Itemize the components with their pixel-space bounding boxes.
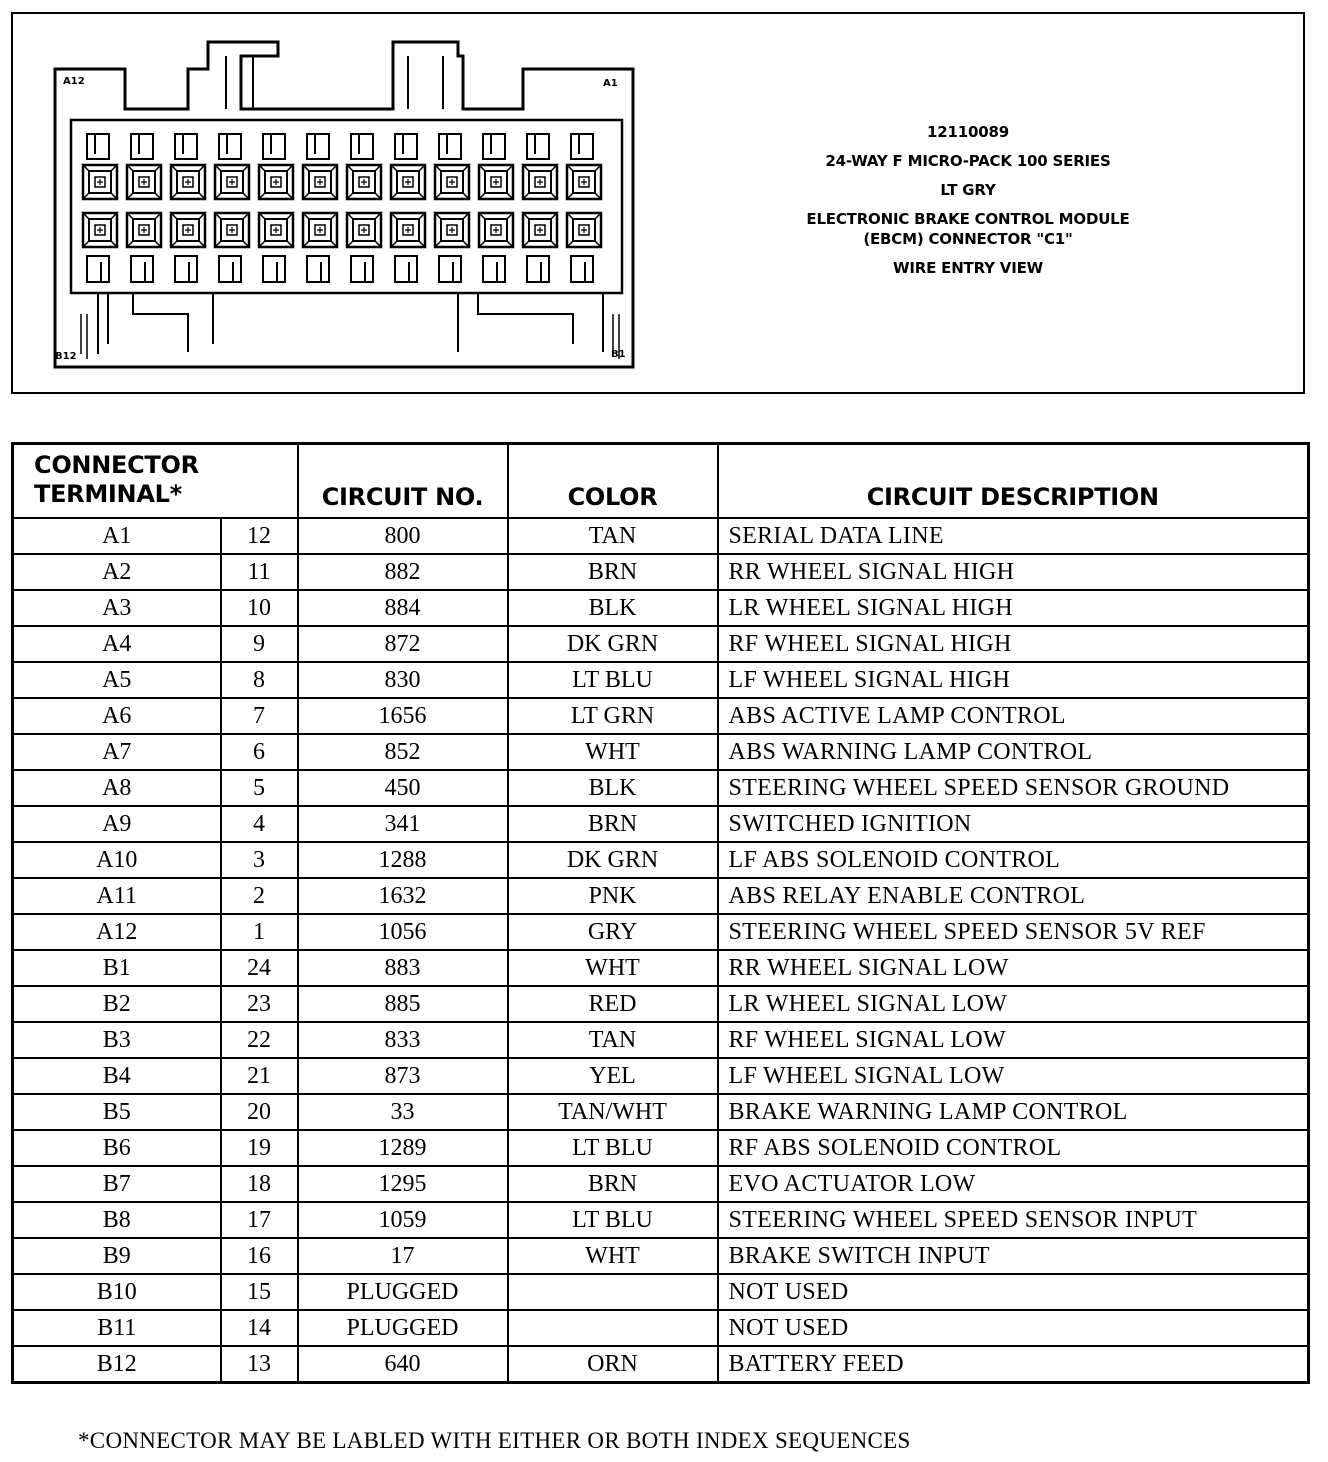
index-cell: 20 <box>221 1094 298 1130</box>
terminal-cell: A8 <box>13 770 221 806</box>
cavity-latch-top <box>527 134 549 159</box>
pin-cavity-row-b <box>259 213 293 247</box>
table-row <box>13 626 1309 662</box>
cavity-latch-bottom <box>307 256 329 282</box>
table-header-row <box>13 444 1309 519</box>
terminal-cell: B8 <box>13 1202 221 1238</box>
pin-cavity-row-b <box>303 213 337 247</box>
connector-series: 24-WAY F MICRO-PACK 100 SERIES <box>825 152 1111 170</box>
cavity-latch-top <box>219 134 241 159</box>
circuit-cell: 883 <box>298 950 508 986</box>
description-cell: BRAKE WARNING LAMP CONTROL <box>718 1094 1309 1130</box>
header-connector-terminal: CONNECTOR TERMINAL* <box>13 444 298 519</box>
module-name-line2: (EBCM) CONNECTOR "C1" <box>863 230 1073 248</box>
index-cell: 9 <box>221 626 298 662</box>
color-cell: DK GRN <box>508 842 718 878</box>
description-cell: RF WHEEL SIGNAL HIGH <box>718 626 1309 662</box>
description-cell: ABS WARNING LAMP CONTROL <box>718 734 1309 770</box>
cavity-latch-bottom <box>263 256 285 282</box>
circuit-cell: 1289 <box>298 1130 508 1166</box>
terminal-cell: B4 <box>13 1058 221 1094</box>
cavity-latch-bottom <box>219 256 241 282</box>
description-cell: SWITCHED IGNITION <box>718 806 1309 842</box>
cavity-latch-top <box>175 134 197 159</box>
color-cell: BRN <box>508 554 718 590</box>
label-a1: A1 <box>603 78 618 89</box>
index-cell: 17 <box>221 1202 298 1238</box>
circuit-cell: 884 <box>298 590 508 626</box>
pin-cavity-row-b <box>215 213 249 247</box>
color-cell: TAN/WHT <box>508 1094 718 1130</box>
description-cell: ABS RELAY ENABLE CONTROL <box>718 878 1309 914</box>
description-cell: RF ABS SOLENOID CONTROL <box>718 1130 1309 1166</box>
color-cell: LT BLU <box>508 662 718 698</box>
footnote: *CONNECTOR MAY BE LABLED WITH EITHER OR BOTH INDEX SEQUENCES <box>78 1428 911 1453</box>
table-row <box>13 1310 1309 1346</box>
cavity-latch-top <box>351 134 373 159</box>
view-label: WIRE ENTRY VIEW <box>893 259 1043 277</box>
description-cell: LR WHEEL SIGNAL LOW <box>718 986 1309 1022</box>
pin-cavity-row-b <box>347 213 381 247</box>
circuit-cell: 800 <box>298 518 508 554</box>
cavity-latch-top <box>307 134 329 159</box>
table-row <box>13 734 1309 770</box>
description-cell: NOT USED <box>718 1274 1309 1310</box>
description-cell: BRAKE SWITCH INPUT <box>718 1238 1309 1274</box>
description-cell: RR WHEEL SIGNAL HIGH <box>718 554 1309 590</box>
color-cell: TAN <box>508 518 718 554</box>
description-cell: BATTERY FEED <box>718 1346 1309 1383</box>
connector-diagram-panel <box>11 12 1305 394</box>
description-cell: RR WHEEL SIGNAL LOW <box>718 950 1309 986</box>
terminal-cell: A4 <box>13 626 221 662</box>
circuit-cell: 1295 <box>298 1166 508 1202</box>
description-cell: LF WHEEL SIGNAL HIGH <box>718 662 1309 698</box>
table-row <box>13 1274 1309 1310</box>
color-cell: BRN <box>508 1166 718 1202</box>
cavity-latch-top <box>483 134 505 159</box>
circuit-cell: PLUGGED <box>298 1310 508 1346</box>
index-cell: 15 <box>221 1274 298 1310</box>
circuit-cell: PLUGGED <box>298 1274 508 1310</box>
circuit-cell: 1656 <box>298 698 508 734</box>
terminal-cell: B6 <box>13 1130 221 1166</box>
pin-cavity-row-a <box>479 165 513 199</box>
label-a12: A12 <box>63 76 85 87</box>
table-row <box>13 1346 1309 1383</box>
terminal-cell: B1 <box>13 950 221 986</box>
terminal-cell: A11 <box>13 878 221 914</box>
pin-cavity-row-a <box>435 165 469 199</box>
circuit-cell: 852 <box>298 734 508 770</box>
color-cell: RED <box>508 986 718 1022</box>
description-cell: STEERING WHEEL SPEED SENSOR 5V REF <box>718 914 1309 950</box>
terminal-cell: B11 <box>13 1310 221 1346</box>
table-row <box>13 698 1309 734</box>
index-cell: 21 <box>221 1058 298 1094</box>
color-cell: WHT <box>508 950 718 986</box>
cavity-latch-bottom <box>571 256 593 282</box>
index-cell: 10 <box>221 590 298 626</box>
cavity-latch-top <box>395 134 417 159</box>
index-cell: 24 <box>221 950 298 986</box>
pin-cavity-row-b <box>523 213 557 247</box>
circuit-cell: 1632 <box>298 878 508 914</box>
terminal-cell: B5 <box>13 1094 221 1130</box>
pin-cavity-row-a <box>303 165 337 199</box>
color-cell: GRY <box>508 914 718 950</box>
color-cell: WHT <box>508 1238 718 1274</box>
pin-cavity-row-b <box>435 213 469 247</box>
color-cell <box>508 1310 718 1346</box>
table-row <box>13 1022 1309 1058</box>
index-cell: 22 <box>221 1022 298 1058</box>
color-cell: BLK <box>508 770 718 806</box>
circuit-cell: 885 <box>298 986 508 1022</box>
label-b1: B1 <box>611 349 626 360</box>
index-cell: 19 <box>221 1130 298 1166</box>
table-row <box>13 1166 1309 1202</box>
terminal-cell: B2 <box>13 986 221 1022</box>
connector-face-drawing <box>13 14 653 394</box>
pin-cavity-row-a <box>127 165 161 199</box>
pin-cavity-row-a <box>259 165 293 199</box>
pin-cavity-row-a <box>215 165 249 199</box>
pin-cavity-row-a <box>171 165 205 199</box>
circuit-cell: 833 <box>298 1022 508 1058</box>
table-row <box>13 1238 1309 1274</box>
circuit-cell: 33 <box>298 1094 508 1130</box>
terminal-cell: B12 <box>13 1346 221 1383</box>
table-row <box>13 806 1309 842</box>
description-cell: STEERING WHEEL SPEED SENSOR GROUND <box>718 770 1309 806</box>
cavity-latch-bottom <box>439 256 461 282</box>
terminal-cell: A6 <box>13 698 221 734</box>
index-cell: 3 <box>221 842 298 878</box>
pin-cavity-row-b <box>391 213 425 247</box>
cavity-latch-bottom <box>483 256 505 282</box>
part-number: 12110089 <box>927 123 1009 141</box>
description-cell: EVO ACTUATOR LOW <box>718 1166 1309 1202</box>
terminal-cell: B10 <box>13 1274 221 1310</box>
cavity-latch-top <box>131 134 153 159</box>
connector-shell <box>55 42 633 367</box>
pin-cavity-row-b <box>83 213 117 247</box>
terminal-cell: A9 <box>13 806 221 842</box>
color-cell: BLK <box>508 590 718 626</box>
circuit-cell: 1288 <box>298 842 508 878</box>
color-cell: ORN <box>508 1346 718 1383</box>
cavity-latch-bottom <box>87 256 109 282</box>
pin-cavity-row-b <box>171 213 205 247</box>
index-cell: 13 <box>221 1346 298 1383</box>
table-row <box>13 554 1309 590</box>
pin-cavity-row-b <box>479 213 513 247</box>
header-color: COLOR <box>508 444 718 519</box>
pin-cavity-row-a <box>567 165 601 199</box>
color-cell: BRN <box>508 806 718 842</box>
description-cell: LF WHEEL SIGNAL LOW <box>718 1058 1309 1094</box>
terminal-cell: A7 <box>13 734 221 770</box>
terminal-cell: A10 <box>13 842 221 878</box>
pin-cavity-row-a <box>83 165 117 199</box>
terminal-cell: B3 <box>13 1022 221 1058</box>
connector-info-block <box>753 122 1183 278</box>
color-cell: PNK <box>508 878 718 914</box>
pinout-table <box>11 442 1310 1384</box>
color-cell: LT GRN <box>508 698 718 734</box>
module-name-line1: ELECTRONIC BRAKE CONTROL MODULE <box>806 210 1130 228</box>
color-cell: WHT <box>508 734 718 770</box>
header-circuit-no: CIRCUIT NO. <box>298 444 508 519</box>
circuit-cell: 872 <box>298 626 508 662</box>
table-row <box>13 950 1309 986</box>
circuit-cell: 1056 <box>298 914 508 950</box>
index-cell: 5 <box>221 770 298 806</box>
cavity-latch-top <box>439 134 461 159</box>
connector-color: LT GRY <box>940 181 996 199</box>
circuit-cell: 1059 <box>298 1202 508 1238</box>
terminal-cell: A12 <box>13 914 221 950</box>
table-row <box>13 1094 1309 1130</box>
color-cell: YEL <box>508 1058 718 1094</box>
index-cell: 1 <box>221 914 298 950</box>
cavity-latch-top <box>571 134 593 159</box>
cavity-latch-bottom <box>527 256 549 282</box>
cavity-latch-bottom <box>131 256 153 282</box>
terminal-cell: B9 <box>13 1238 221 1274</box>
circuit-cell: 341 <box>298 806 508 842</box>
color-cell: DK GRN <box>508 626 718 662</box>
cavity-latch-top <box>263 134 285 159</box>
circuit-cell: 873 <box>298 1058 508 1094</box>
index-cell: 4 <box>221 806 298 842</box>
index-cell: 6 <box>221 734 298 770</box>
circuit-cell: 17 <box>298 1238 508 1274</box>
header-circuit-description: CIRCUIT DESCRIPTION <box>718 444 1309 519</box>
color-cell: LT BLU <box>508 1130 718 1166</box>
label-b12: B12 <box>55 351 77 362</box>
description-cell: SERIAL DATA LINE <box>718 518 1309 554</box>
index-cell: 12 <box>221 518 298 554</box>
description-cell: NOT USED <box>718 1310 1309 1346</box>
index-cell: 8 <box>221 662 298 698</box>
index-cell: 18 <box>221 1166 298 1202</box>
pin-cavity-row-a <box>391 165 425 199</box>
table-row <box>13 662 1309 698</box>
pin-cavity-row-a <box>347 165 381 199</box>
terminal-cell: B7 <box>13 1166 221 1202</box>
cavity-latch-bottom <box>395 256 417 282</box>
terminal-cell: A2 <box>13 554 221 590</box>
table-row <box>13 986 1309 1022</box>
table-row <box>13 914 1309 950</box>
circuit-cell: 882 <box>298 554 508 590</box>
circuit-cell: 830 <box>298 662 508 698</box>
index-cell: 16 <box>221 1238 298 1274</box>
color-cell: LT BLU <box>508 1202 718 1238</box>
description-cell: RF WHEEL SIGNAL LOW <box>718 1022 1309 1058</box>
index-cell: 23 <box>221 986 298 1022</box>
table-row <box>13 1058 1309 1094</box>
cavity-latch-bottom <box>175 256 197 282</box>
index-cell: 2 <box>221 878 298 914</box>
index-cell: 7 <box>221 698 298 734</box>
description-cell: LF ABS SOLENOID CONTROL <box>718 842 1309 878</box>
cavity-latch-top <box>87 134 109 159</box>
table-row <box>13 878 1309 914</box>
circuit-cell: 640 <box>298 1346 508 1383</box>
table-row <box>13 842 1309 878</box>
index-cell: 11 <box>221 554 298 590</box>
terminal-cell: A5 <box>13 662 221 698</box>
table-row <box>13 518 1309 554</box>
cavity-latch-bottom <box>351 256 373 282</box>
pin-cavity-row-a <box>523 165 557 199</box>
pin-cavity-row-b <box>127 213 161 247</box>
description-cell: STEERING WHEEL SPEED SENSOR INPUT <box>718 1202 1309 1238</box>
color-cell: TAN <box>508 1022 718 1058</box>
table-row <box>13 590 1309 626</box>
table-row <box>13 770 1309 806</box>
table-row <box>13 1130 1309 1166</box>
index-cell: 14 <box>221 1310 298 1346</box>
description-cell: ABS ACTIVE LAMP CONTROL <box>718 698 1309 734</box>
circuit-cell: 450 <box>298 770 508 806</box>
terminal-cell: A3 <box>13 590 221 626</box>
description-cell: LR WHEEL SIGNAL HIGH <box>718 590 1309 626</box>
color-cell <box>508 1274 718 1310</box>
table-row <box>13 1202 1309 1238</box>
terminal-cell: A1 <box>13 518 221 554</box>
pin-cavity-row-b <box>567 213 601 247</box>
